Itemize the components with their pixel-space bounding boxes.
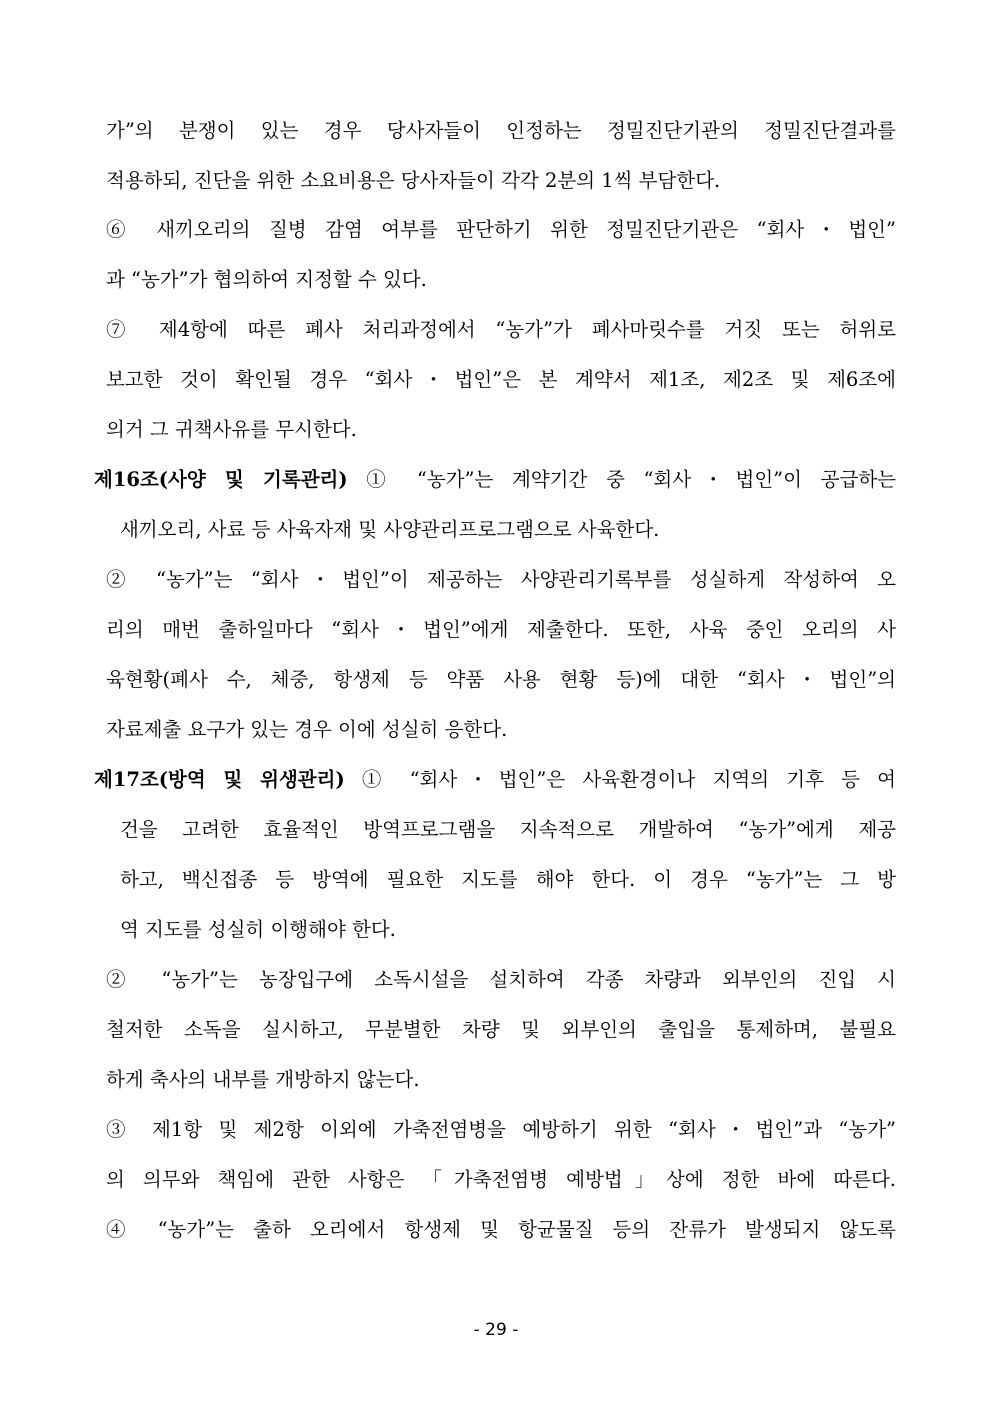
body-text-line: 리의 매번 출하일마다 “회사・법인”에게 제출한다. 또한, 사육 중인 오리의 사: [106, 618, 896, 641]
body-text-line: ③ 제1항 및 제2항 이외에 가축전염병을 예방하기 위한 “회사・법인”과 “농가”: [106, 1118, 896, 1141]
body-text-line: 역 지도를 성실히 이행해야 한다.: [120, 918, 396, 941]
body-text-line: ② “농가”는 농장입구에 소독시설을 설치하여 각종 차량과 외부인의 진입 시: [106, 968, 896, 991]
page-number: - 29 -: [473, 1320, 519, 1340]
body-text-line: 가”의 분쟁이 있는 경우 당사자들이 인정하는 정밀진단기관의 정밀진단결과를: [106, 119, 896, 142]
paragraph-7-line: ⑦ 제4항에 따른 폐사 처리과정에서 “농가”가 폐사마릿수를 거짓 또는 허위로: [106, 318, 896, 341]
body-text-line: 보고한 것이 확인될 경우 “회사・법인”은 본 계약서 제1조, 제2조 및 제6조에: [106, 368, 896, 391]
body-text-line: 자료제출 요구가 있는 경우 이에 성실히 응한다.: [106, 718, 508, 741]
body-text-line: 하고, 백신접종 등 방역에 필요한 지도를 해야 한다. 이 경우 “농가”는 그 방: [120, 868, 896, 891]
article-17-first-line: [94, 765, 896, 795]
body-text-line: 과 “농가”가 협의하여 지정할 수 있다.: [106, 268, 427, 291]
article-16-first-line: [94, 465, 896, 495]
body-text-line: 건을 고려한 효율적인 방역프로그램을 지속적으로 개발하여 “농가”에게 제공: [120, 818, 896, 841]
body-text-line: 하게 축사의 내부를 개방하지 않는다.: [106, 1068, 420, 1091]
body-text-line: 철저한 소독을 실시하고, 무분별한 차량 및 외부인의 출입을 통제하며, 불필요: [106, 1018, 896, 1041]
body-text-line: 적용하되, 진단을 위한 소요비용은 당사자들이 각각 2분의 1씩 부담한다.: [106, 169, 721, 192]
article-17-text: ① “회사・법인”은 사육환경이나 지역의 기후 등 여: [361, 768, 897, 791]
body-text-line: 의거 그 귀책사유를 무시한다.: [106, 418, 357, 441]
paragraph-6-line: ⑥ 새끼오리의 질병 감염 여부를 판단하기 위한 정밀진단기관은 “회사・법인”: [106, 218, 896, 241]
body-text-line: 의 의무와 책임에 관한 사항은 「가축전염병 예방법」상에 정한 바에 따른다.: [106, 1168, 896, 1191]
article-16-text: ① “농가”는 계약기간 중 “회사・법인”이 공급하는: [366, 468, 896, 491]
body-text-line: ② “농가”는 “회사・법인”이 제공하는 사양관리기록부를 성실하게 작성하여 오: [106, 568, 896, 591]
body-text-line: ④ “농가”는 출하 오리에서 항생제 및 항균물질 등의 잔류가 발생되지 않도록: [106, 1218, 896, 1241]
body-text-line: 새끼오리, 사료 등 사육자재 및 사양관리프로그램으로 사육한다.: [120, 518, 660, 541]
body-text-line: 육현황(폐사 수, 체중, 항생제 등 약품 사용 현황 등)에 대한 “회사・법인”의: [106, 668, 896, 691]
article-17-title: 제17조(방역 및 위생관리): [94, 768, 345, 791]
article-16-title: 제16조(사양 및 기록관리): [94, 468, 348, 491]
